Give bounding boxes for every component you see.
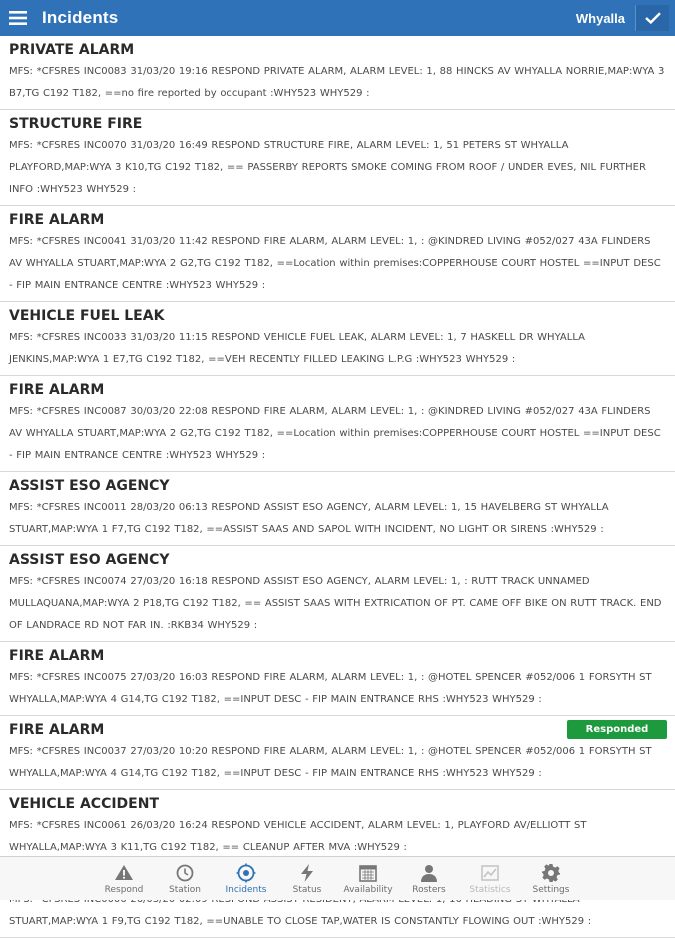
- clock-icon: [175, 863, 195, 883]
- incident-title: FIRE ALARM: [9, 648, 105, 664]
- chart-icon: [480, 863, 500, 883]
- incident-message: MFS: *CFSRES INC0041 31/03/20 11:42 RESPOND FIRE ALARM, ALARM LEVEL: 1, : @KINDRED LIVING #052/027 43A FLINDERS AV WHYALLA STUART,MAP:WYA 2 G2,TG C192 T182, ==Location within premises:COPPERHOUSE COURT HOSTEL ==INPUT DESC - FIP MAIN ENTRANCE CENTRE :WHY523 WHY529 :: [9, 236, 661, 291]
- bottom-navigation: [0, 856, 675, 900]
- incident-title: ASSIST ESO AGENCY: [9, 552, 170, 568]
- incident-item[interactable]: [0, 206, 675, 302]
- nav-label: Respond: [104, 884, 144, 895]
- nav-label: Availability: [343, 884, 393, 895]
- status-badge: Responded: [567, 720, 667, 739]
- page-title: Incidents: [42, 8, 119, 27]
- incident-title: PRIVATE ALARM: [9, 42, 135, 58]
- nav-respond[interactable]: [94, 857, 155, 900]
- nav-availability[interactable]: [338, 857, 399, 900]
- incident-title: STRUCTURE FIRE: [9, 116, 143, 132]
- incident-item[interactable]: [0, 642, 675, 716]
- incident-title: VEHICLE ACCIDENT: [9, 796, 160, 812]
- incident-message: MFS: *CFSRES INC0075 27/03/20 16:03 RESPOND FIRE ALARM, ALARM LEVEL: 1, : @HOTEL SPENCER #052/006 1 FORSYTH ST WHYALLA,MAP:WYA 4 G14,TG C192 T182, ==INPUT DESC - FIP MAIN ENTRANCE RHS :WHY523 WHY529 :: [9, 672, 652, 705]
- incident-item[interactable]: [0, 472, 675, 546]
- incident-message: MFS: *CFSRES INC0087 30/03/20 22:08 RESPOND FIRE ALARM, ALARM LEVEL: 1, : @KINDRED LIVING #052/027 43A FLINDERS AV WHYALLA STUART,MAP:WYA 2 G2,TG C192 T182, ==Location within premises:COPPERHOUSE COURT HOSTEL ==INPUT DESC - FIP MAIN ENTRANCE CENTRE :WHY523 WHY529 :: [9, 406, 661, 461]
- nav-statistics[interactable]: [460, 857, 521, 900]
- nav-status[interactable]: [277, 857, 338, 900]
- nav-label: Status: [292, 884, 322, 895]
- hamburger-menu-icon[interactable]: [0, 0, 36, 36]
- location-selector[interactable]: Whyalla: [575, 10, 625, 26]
- nav-label: Incidents: [225, 884, 267, 895]
- lightning-bolt-icon: [297, 863, 317, 883]
- respond-warning-icon: [114, 863, 134, 883]
- person-icon: [419, 863, 439, 883]
- nav-label: Station: [169, 884, 201, 895]
- incident-item[interactable]: [0, 546, 675, 642]
- gear-icon: [541, 863, 561, 883]
- checkmark-icon: [644, 11, 662, 25]
- calendar-icon: [358, 863, 378, 883]
- incident-item[interactable]: [0, 302, 675, 376]
- incidents-target-icon: [236, 863, 256, 883]
- incident-item[interactable]: [0, 716, 675, 790]
- incident-item[interactable]: [0, 36, 675, 110]
- nav-rosters[interactable]: [399, 857, 460, 900]
- incident-message: MFS: *CFSRES INC0037 27/03/20 10:20 RESPOND FIRE ALARM, ALARM LEVEL: 1, : @HOTEL SPENCER #052/006 1 FORSYTH ST WHYALLA,MAP:WYA 4 G14,TG C192 T182, ==INPUT DESC - FIP MAIN ENTRANCE RHS :WHY523 WHY529 :: [9, 746, 652, 779]
- incident-title: FIRE ALARM: [9, 212, 105, 228]
- nav-incidents[interactable]: [216, 857, 277, 900]
- incident-message: MFS: *CFSRES INC0070 31/03/20 16:49 RESPOND STRUCTURE FIRE, ALARM LEVEL: 1, 51 PETERS ST WHYALLA PLAYFORD,MAP:WYA 3 K10,TG C192 T182, == PASSERBY REPORTS SMOKE COMING FROM ROOF / UNDER EVES, NIL FURTHER INFO :WHY523 WHY529 :: [9, 140, 646, 195]
- confirm-button[interactable]: [635, 5, 669, 31]
- incident-message: MFS: *CFSRES INC0011 28/03/20 06:13 RESPOND ASSIST ESO AGENCY, ALARM LEVEL: 1, 15 HAVELBERG ST WHYALLA STUART,MAP:WYA 1 F7,TG C192 T182, ==ASSIST SAAS AND SAPOL WITH INCIDENT, NO LIGHT OR SIRENS :WHY529 :: [9, 502, 609, 535]
- nav-station[interactable]: [155, 857, 216, 900]
- nav-label: Rosters: [412, 884, 446, 895]
- nav-settings[interactable]: [521, 857, 582, 900]
- incident-item[interactable]: [0, 376, 675, 472]
- incident-item[interactable]: [0, 110, 675, 206]
- incident-title: ASSIST ESO AGENCY: [9, 478, 170, 494]
- incident-message: STUART,MAP:WYA 1 F9,TG C192 T182, ==UNABLE TO CLOSE TAP,WATER IS CONSTANTLY FLOWING OUT :WHY529 :: [9, 916, 592, 927]
- incident-item[interactable]: [0, 790, 675, 864]
- incident-title: FIRE ALARM: [9, 382, 105, 398]
- incident-message: MFS: *CFSRES INC0074 27/03/20 16:18 RESPOND ASSIST ESO AGENCY, ALARM LEVEL: 1, : RUTT TRACK UNNAMED MULLAQUANA,MAP:WYA 2 P18,TG C192 T182, == ASSIST SAAS WITH EXTRICATION OF PT. CAME OFF BIKE ON RUTT TRACK. END OF LANDRACE RD NOT FAR IN. :RKB34 WHY529 :: [9, 576, 662, 631]
- nav-label: Settings: [532, 884, 570, 895]
- incident-title: FIRE ALARM: [9, 722, 105, 738]
- incident-message: MFS: *CFSRES INC0033 31/03/20 11:15 RESPOND VEHICLE FUEL LEAK, ALARM LEVEL: 1, 7 HASKELL DR WHYALLA JENKINS,MAP:WYA 1 E7,TG C192 T182, ==VEH RECENTLY FILLED LEAKING L.P.G :WHY523 WHY529 :: [9, 332, 585, 365]
- incident-message: MFS: *CFSRES INC0083 31/03/20 19:16 RESPOND PRIVATE ALARM, ALARM LEVEL: 1, 88 HINCKS AV WHYALLA NORRIE,MAP:WYA 3 B7,TG C192 T182, ==no fire reported by occupant :WHY523 WHY529 :: [9, 66, 665, 99]
- incident-title: VEHICLE FUEL LEAK: [9, 308, 165, 324]
- app-header: [0, 0, 675, 36]
- nav-label: Statistics: [469, 884, 511, 895]
- incident-message: MFS: *CFSRES INC0061 26/03/20 16:24 RESPOND VEHICLE ACCIDENT, ALARM LEVEL: 1, PLAYFORD AV/ELLIOTT ST WHYALLA,MAP:WYA 3 K11,TG C192 T182, == CLEANUP AFTER MVA :WHY529 :: [9, 820, 587, 853]
